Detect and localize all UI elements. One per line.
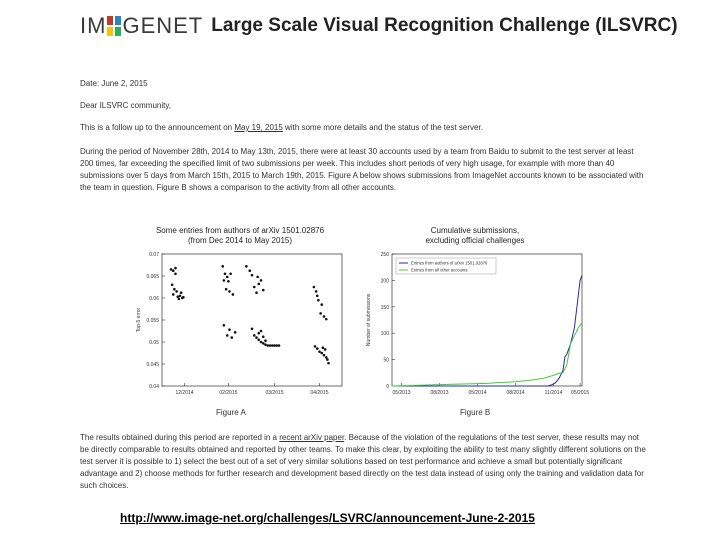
figure-a-data-point <box>223 279 226 282</box>
figure-a-title <box>140 226 340 246</box>
figure-b-y-tick-label: 100 <box>380 331 389 338</box>
figure-b-x-tick-label: 05/2014 <box>468 390 487 396</box>
figure-a-chart <box>110 248 360 400</box>
figure-a-data-point <box>251 274 254 277</box>
figure-a-data-point <box>173 288 176 291</box>
figure-a-data-point <box>327 362 330 365</box>
figure-b-x-tick-label: 05/2015 <box>571 390 590 396</box>
figure-a-data-point <box>253 286 256 289</box>
figure-a-data-point <box>266 344 269 347</box>
paragraph-results <box>80 432 648 492</box>
paragraph-results-text-b: . Because of the violation of the regulations of the test server, these results may not be directly comparable to results obtained and reported by other teams. To make this clear, by exploiting the ability to test many slightly different solutions on the test server it is possible to 1) select the best out of a set of very similar solutions based on test performance and achieve a small but potentially significant advantage and 2) choose methods for further research and development based directly on the test data instead of using only the training and validation data for such choices. <box>80 433 646 490</box>
figure-a-data-point <box>248 269 251 272</box>
imagenet-logo[interactable] <box>80 13 203 39</box>
figure-a-y-tick-label: 0.045 <box>146 362 159 368</box>
figure-b-x-tick-label: 11/2014 <box>544 390 563 396</box>
figure-a-data-point <box>325 356 328 359</box>
figure-a-y-tick-label: 0.055 <box>146 318 159 324</box>
figure-a-data-point <box>260 279 263 282</box>
figure-b-x-tick-label: 08/2013 <box>430 390 449 396</box>
figure-b-x-tick-label: 05/2013 <box>392 390 411 396</box>
figure-a-data-point <box>273 344 276 347</box>
figure-a-data-point <box>255 336 258 339</box>
figure-a-y-axis-label: Top-5 error <box>136 307 142 333</box>
figure-a-data-point <box>316 295 319 298</box>
figure-a-data-point <box>176 295 179 298</box>
letter-date: Date: June 2, 2015 <box>80 79 148 88</box>
figure-a-data-point <box>234 331 237 334</box>
paragraph-results-text-a: The results obtained during this period are reported in a <box>80 433 280 442</box>
figure-a-data-point <box>323 354 326 357</box>
figure-a-data-point <box>171 284 174 287</box>
figure-a-data-point <box>324 348 327 351</box>
figure-a-data-point <box>174 273 177 276</box>
figure-a-x-tick-label: 02/2015 <box>219 390 238 396</box>
figure-a-data-point <box>226 334 229 337</box>
page-header <box>80 12 678 40</box>
figure-a-data-point <box>174 267 177 270</box>
figure-a-data-point <box>170 268 173 271</box>
paragraph-followup-text-b: with some more details and the status of the test server. <box>282 123 483 132</box>
figure-b-y-tick-label: 50 <box>383 357 389 364</box>
figure-a-data-point <box>172 269 175 272</box>
figure-a-data-point <box>264 339 267 342</box>
letter-greeting: Dear ILSVRC community, <box>80 101 171 110</box>
figure-a-data-point <box>178 298 181 301</box>
figure-a-x-tick-label: 04/2015 <box>310 390 329 396</box>
figure-a-data-point <box>262 335 265 338</box>
figure-a-data-point <box>257 339 260 342</box>
figure-a-data-point <box>314 345 317 348</box>
figure-a-data-point <box>221 265 224 268</box>
figure-a-y-tick-label: 0.065 <box>146 274 159 280</box>
figure-a-data-point <box>319 312 322 315</box>
figure-a-data-point <box>180 291 183 294</box>
figure-a-title-line1: Some entries from authors of arXiv 1501.02876 <box>155 226 325 235</box>
figure-b-label: Figure B <box>460 408 491 417</box>
figure-a-data-point <box>262 289 265 292</box>
figure-a-data-point <box>260 330 263 333</box>
figure-b-y-tick-label: 0 <box>386 384 389 390</box>
figure-a-data-point <box>260 341 263 344</box>
figure-a-data-point <box>226 276 229 279</box>
figure-b-y-axis-label: Number of submissions <box>366 293 372 347</box>
announcement-url[interactable]: http://www.image-net.org/challenges/LSVRC/announcement-June-2-2015 <box>120 511 535 525</box>
page-title: Large Scale Visual Recognition Challenge (ILSVRC) <box>211 15 678 36</box>
paragraph-followup <box>80 122 648 134</box>
figure-a-data-point <box>255 291 258 294</box>
figure-a-y-tick-label: 0.05 <box>149 340 159 346</box>
figure-a-data-point <box>230 336 233 339</box>
arxiv-paper-link[interactable]: recent arXiv paper <box>279 433 345 442</box>
figure-a-data-point <box>182 296 185 299</box>
figure-b-x-tick-label: 08/2014 <box>506 390 525 396</box>
figure-a-data-point <box>264 343 267 346</box>
figure-b-title-line1: Cumulative submissions, <box>430 226 520 235</box>
logo-mark-icon <box>107 16 121 36</box>
figure-a-data-point <box>318 350 321 353</box>
figure-a-data-point <box>320 303 323 306</box>
figure-a-data-point <box>245 265 248 268</box>
figure-a-label: Figure A <box>216 408 246 417</box>
figure-a-data-point <box>325 318 328 321</box>
logo-text-end: GENET <box>122 13 204 38</box>
figure-a-data-point <box>313 286 316 289</box>
figure-a-data-point <box>275 344 278 347</box>
figure-a-data-point <box>175 290 178 293</box>
figure-a-data-point <box>223 324 226 327</box>
figure-b-y-tick-label: 200 <box>380 278 389 285</box>
figure-a-data-point <box>269 344 272 347</box>
figure-a-data-point <box>232 293 235 296</box>
figure-b-title <box>400 226 550 246</box>
figure-a-y-tick-label: 0.06 <box>149 296 159 302</box>
figure-a-data-point <box>316 347 319 350</box>
figure-a-data-point <box>322 346 325 349</box>
figure-a-data-point <box>227 280 230 283</box>
figure-a-data-point <box>326 358 329 361</box>
figure-a-plot-frame <box>162 254 342 386</box>
figure-a-data-point <box>228 328 231 331</box>
figure-a-data-point <box>224 273 227 276</box>
figure-a-x-tick-label: 03/2015 <box>265 390 284 396</box>
figure-b-legend-entry-2: Entries from all other accounts <box>411 267 468 273</box>
paragraph-details: During the period of November 28th, 2014 to May 13th, 2015, there were at least 30 accounts used by a team from Baidu to submit to the test server at least 200 times, far exceeding the specified limit of two submissions per week. This includes short periods of very high usage, for example with more than 40 submissions over 5 days from March 15th, 2015 to March 19th, 2015. Figure A below shows submissions from ImageNet accounts known to be associated with the team in question. Figure B shows a comparison to the activity from all other accounts. <box>80 147 644 192</box>
figure-a-data-point <box>179 295 182 298</box>
figure-a-data-point <box>253 334 256 337</box>
figure-a-data-point <box>229 273 232 276</box>
figure-a-data-point <box>257 332 260 335</box>
figure-b-chart <box>362 248 594 400</box>
figure-a-data-point <box>225 288 228 291</box>
figure-a-y-tick-label: 0.07 <box>149 252 159 258</box>
figure-a-data-point <box>315 290 318 293</box>
paragraph-followup-text-a: This is a follow up to the announcement on <box>80 123 235 132</box>
figure-b-y-tick-label: 250 <box>380 252 389 258</box>
figure-b-legend-entry-1: Entries from authors of arXiv 1501.02876 <box>411 260 488 266</box>
figure-a-data-point <box>320 352 323 355</box>
figure-b-y-tick-label: 150 <box>380 304 389 311</box>
figure-a-data-point <box>257 283 260 286</box>
figure-a-y-tick-label: 0.04 <box>149 384 159 390</box>
figure-a-data-point <box>278 344 281 347</box>
figure-a-data-point <box>323 315 326 318</box>
figure-a-x-tick-label: 12/2014 <box>175 390 194 396</box>
figure-b-title-line2: excluding official challenges <box>425 236 525 245</box>
figure-a-data-point <box>317 299 320 302</box>
figure-a-data-point <box>262 342 265 345</box>
figure-a-data-point <box>172 293 175 296</box>
announcement-link[interactable]: May 19, 2015 <box>234 123 283 132</box>
figure-a-data-point <box>228 290 231 293</box>
figure-a-data-point <box>256 276 259 279</box>
logo-text-start: IM <box>80 13 107 38</box>
figure-a-data-point <box>251 328 254 331</box>
figure-a-data-point <box>271 344 274 347</box>
figure-a-title-line2: (from Dec 2014 to May 2015) <box>187 236 293 245</box>
